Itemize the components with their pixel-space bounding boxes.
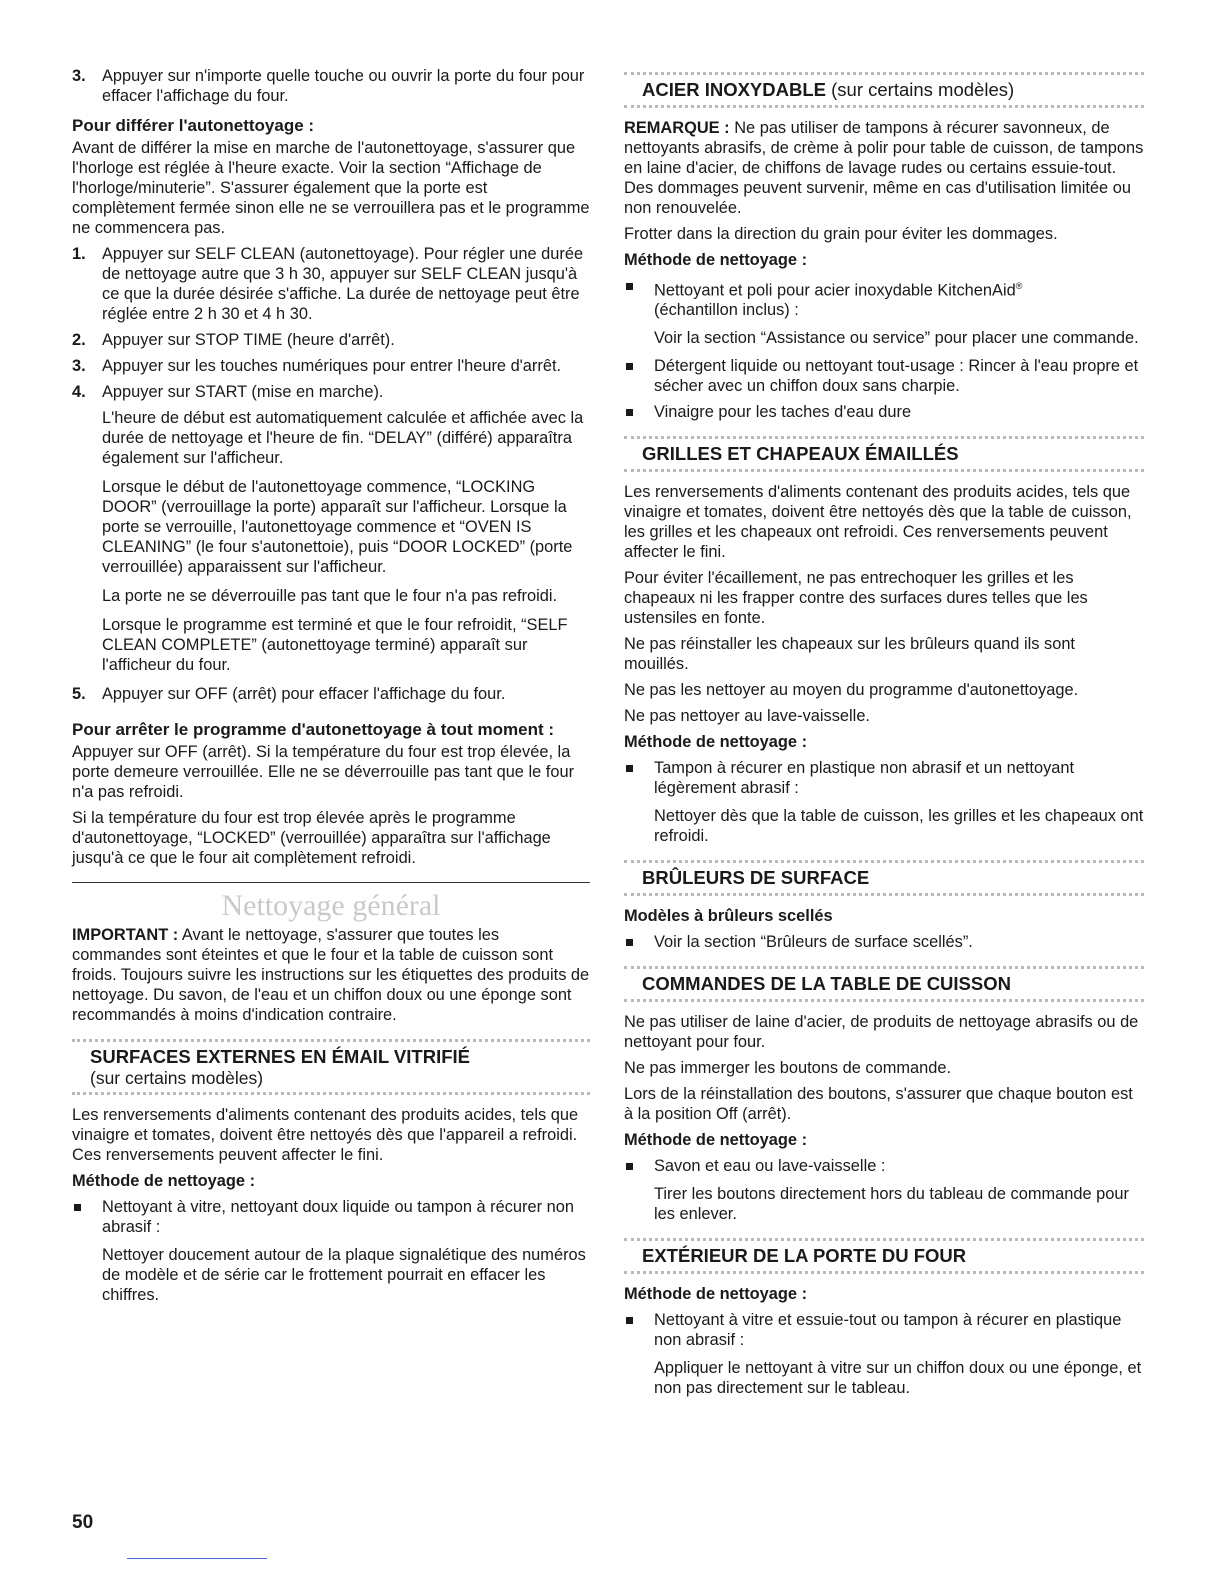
remarque-text: Ne pas utiliser de tampons à récurer savonneux, de nettoyants abrasifs, de crème à polir pour table de cuisson, de tampons en laine d'acier, de chiffons de lavage rudes ou certains essuie-tout. Des dommages peuvent survenir, même en cas d'utilisation limitée ou non renouvelée. <box>624 119 1144 217</box>
step-number: 4. <box>72 383 86 401</box>
steel-bullet-3 <box>624 402 1144 422</box>
bullet-square-icon <box>626 1163 633 1170</box>
delay-step-4 <box>72 382 590 402</box>
delay-heading: Pour différer l'autonettoyage : <box>72 116 315 135</box>
step-number: 3. <box>72 67 86 85</box>
enamel-title: SURFACES EXTERNES EN ÉMAIL VITRIFIÉ <box>90 1046 470 1067</box>
controls-section-header <box>624 966 1144 1002</box>
grates-para-1: Les renversements d'aliments contenant des produits acides, tels que vinaigre et tomates, doivent être nettoyés dès que la table de cuisson, les grilles et les chapeaux ont refroidi. Ces renversements peuvent affecter le fini. <box>624 483 1132 562</box>
steel-para-2: Frotter dans la direction du grain pour éviter les dommages. <box>624 225 1058 243</box>
controls-bullet <box>624 1156 1144 1176</box>
grates-method-heading: Méthode de nettoyage : <box>624 733 808 752</box>
step-number: 1. <box>72 245 86 263</box>
controls-bullet-sub: Tirer les boutons directement hors du tableau de commande pour les enlever. <box>654 1185 1129 1224</box>
stop-heading: Pour arrêter le programme d'autonettoyage à tout moment : <box>72 720 555 739</box>
delay-step-5 <box>72 684 590 704</box>
bullet-text: Tampon à récurer en plastique non abrasif et un nettoyant légèrement abrasif : <box>654 759 1075 798</box>
step4-para-3: La porte ne se déverrouille pas tant que le four n'a pas refroidi. <box>102 587 558 605</box>
enamel-method-heading: Méthode de nettoyage : <box>72 1172 256 1190</box>
step-number: 3. <box>72 357 86 375</box>
door-method-heading: Méthode de nettoyage : <box>624 1285 808 1304</box>
burners-bullet <box>624 932 1144 952</box>
controls-method-heading: Méthode de nettoyage : <box>624 1131 808 1150</box>
footer-rule <box>127 1558 267 1559</box>
door-bullet <box>624 1310 1144 1350</box>
step-number: 2. <box>72 331 86 349</box>
right-column <box>624 66 1144 1406</box>
grates-bullet <box>624 758 1144 798</box>
steel-bullet-2 <box>624 356 1144 396</box>
intro-step <box>72 66 590 106</box>
step-text: Appuyer sur les touches numériques pour entrer l'heure d'arrêt. <box>102 357 562 375</box>
enamel-subtitle: (sur certains modèles) <box>90 1068 264 1088</box>
grates-para-3: Ne pas réinstaller les chapeaux sur les brûleurs quand ils sont mouillés. <box>624 635 1075 674</box>
bullet-square-icon <box>626 409 633 416</box>
burners-subhead: Modèles à brûleurs scellés <box>624 907 833 926</box>
steel-remarque <box>624 118 1144 218</box>
grates-para-5: Ne pas nettoyer au lave-vaisselle. <box>624 707 870 726</box>
steel-bullet-1 <box>624 276 1144 320</box>
controls-para-3: Lors de la réinstallation des boutons, s'assurer que chaque bouton est à la position Off (arrêt). <box>624 1085 1133 1124</box>
bullet-text-cont: (échantillon inclus) : <box>654 301 799 320</box>
step-number: 5. <box>72 685 86 703</box>
door-title: EXTÉRIEUR DE LA PORTE DU FOUR <box>642 1245 967 1267</box>
page-number: 50 <box>72 1512 94 1533</box>
delay-step-1 <box>72 244 590 324</box>
grates-para-4: Ne pas les nettoyer au moyen du programme d'autonettoyage. <box>624 681 1079 700</box>
left-column <box>72 66 590 1313</box>
registered-mark: ® <box>1015 281 1023 291</box>
grates-para-2: Pour éviter l'écaillement, ne pas entrechoquer les grilles et les chapeaux ni les frapper contre des surfaces dures telles que les ustensiles en fonte. <box>624 569 1088 628</box>
enamel-bullet-sub: Nettoyer doucement autour de la plaque signalétique des numéros de modèle et de série car le frottement pourrait en effacer les chiffres. <box>102 1246 586 1304</box>
controls-para-1: Ne pas utiliser de laine d'acier, de produits de nettoyage abrasifs ou de nettoyant pour four. <box>624 1013 1139 1052</box>
bullet-text: Détergent liquide ou nettoyant tout-usage : Rincer à l'eau propre et sécher avec un chiffon doux sans charpie. <box>654 357 1139 396</box>
bullet-text: Vinaigre pour les taches d'eau dure <box>654 403 912 422</box>
step4-para-4: Lorsque le programme est terminé et que le four refroidit, “SELF CLEAN COMPLETE” (autonettoyage terminé) apparaît sur l'afficheur du four. <box>102 616 568 674</box>
section-divider <box>72 882 590 883</box>
door-bullet-sub: Appliquer le nettoyant à vitre sur un chiffon doux ou une éponge, et non pas directement sur le tableau. <box>654 1359 1142 1398</box>
grates-section-header <box>624 436 1144 472</box>
steel-title-note: (sur certains modèles) <box>826 79 1015 100</box>
door-section-header <box>624 1238 1144 1274</box>
grates-title: GRILLES ET CHAPEAUX ÉMAILLÉS <box>642 443 959 465</box>
important-label: IMPORTANT : <box>72 926 179 944</box>
bullet-text: Nettoyant à vitre et essuie-tout ou tampon à récurer en plastique non abrasif : <box>654 1311 1122 1350</box>
step4-para-1: L'heure de début est automatiquement calculée et affichée avec la durée de nettoyage et l'heure de fin. “DELAY” (différé) apparaîtra également sur l'afficheur. <box>102 409 584 467</box>
enamel-para: Les renversements d'aliments contenant des produits acides, tels que vinaigre et tomates, doivent être nettoyés dès que l'appareil a refroidi. Ces renversements peuvent affecter le fini. <box>72 1106 579 1164</box>
delay-step-3 <box>72 356 590 376</box>
burners-section-header <box>624 860 1144 896</box>
steel-section-header <box>624 72 1144 108</box>
general-cleaning-title: Nettoyage général <box>221 889 441 922</box>
bullet-square-icon <box>626 765 633 772</box>
step-text: Appuyer sur START (mise en marche). <box>102 383 384 401</box>
grates-bullet-sub: Nettoyer dès que la table de cuisson, les grilles et les chapeaux ont refroidi. <box>654 807 1144 846</box>
delay-intro: Avant de différer la mise en marche de l'autonettoyage, s'assurer que l'horloge est réglée à l'heure exacte. Voir la section “Affichage de l'horloge/minuterie”. S'assurer également que la porte est complètement fermée sinon elle ne se verrouillera pas et le programme ne commencera pas. <box>72 139 590 237</box>
important-note <box>72 925 590 1025</box>
step-text: Appuyer sur OFF (arrêt) pour effacer l'affichage du four. <box>102 685 506 703</box>
steel-title: ACIER INOXYDABLE <box>642 79 826 100</box>
bullet-square-icon <box>626 363 633 370</box>
step-text: Appuyer sur STOP TIME (heure d'arrêt). <box>102 331 395 349</box>
step4-para-2: Lorsque le début de l'autonettoyage commence, “LOCKING DOOR” (verrouillage la porte) apparaît sur l'afficheur. Lorsque la porte se verrouille, l'autonettoyage commence et “OVEN IS CLEANING” (le four s'autonettoie), puis “DOOR LOCKED” (porte verrouillée) apparaissent sur l'afficheur. <box>102 478 573 576</box>
bullet-square-icon <box>74 1204 81 1211</box>
steel-bullet-1-sub: Voir la section “Assistance ou service” pour placer une commande. <box>654 329 1139 348</box>
steel-title-line <box>642 79 1144 101</box>
step-text: Appuyer sur SELF CLEAN (autonettoyage). Pour régler une durée de nettoyage autre que 3 h 30, appuyer sur SELF CLEAN jusqu'à ce que la durée désirée s'affiche. La durée de nettoyage peut être réglée entre 2 h 30 et 4 h 30. <box>102 245 584 323</box>
step-text: Appuyer sur n'importe quelle touche ou ouvrir la porte du four pour effacer l'affichage du four. <box>102 67 585 105</box>
stop-para-2: Si la température du four est trop élevée après le programme d'autonettoyage, “LOCKED” (verrouillée) apparaîtra sur l'affichage jusqu'à ce que le four ait complètement refroidi. <box>72 809 551 867</box>
controls-para-2: Ne pas immerger les boutons de commande. <box>624 1059 952 1078</box>
steel-method-heading: Méthode de nettoyage : <box>624 251 808 269</box>
bullet-square-icon <box>626 1317 633 1324</box>
bullet-text: Savon et eau ou lave-vaisselle : <box>654 1157 886 1176</box>
bullet-text: Nettoyant et poli pour acier inoxydable KitchenAid <box>654 281 1016 300</box>
enamel-section-header <box>72 1039 590 1095</box>
bullet-text: Nettoyant à vitre, nettoyant doux liquide ou tampon à récurer non abrasif : <box>102 1198 574 1236</box>
important-text: Avant le nettoyage, s'assurer que toutes les commandes sont éteintes et que le four et la table de cuisson sont froids. Toujours suivre les instructions sur les étiquettes des produits de nettoyage. Du savon, de l'eau et un chiffon doux ou une éponge sont recommandés à moins d'indication contraire. <box>72 926 590 1024</box>
bullet-square-icon <box>626 283 633 290</box>
bullet-square-icon <box>626 939 633 946</box>
burners-title: BRÛLEURS DE SURFACE <box>642 867 870 889</box>
controls-title: COMMANDES DE LA TABLE DE CUISSON <box>642 973 1011 995</box>
remarque-label: REMARQUE : <box>624 119 730 137</box>
enamel-bullet <box>72 1197 590 1237</box>
bullet-text: Voir la section “Brûleurs de surface scellés”. <box>654 933 973 952</box>
delay-step-2 <box>72 330 590 350</box>
stop-para-1: Appuyer sur OFF (arrêt). Si la température du four est trop élevée, la porte demeure verrouillée. Elle ne se déverrouille pas tant que le four n'a pas refroidi. <box>72 743 575 801</box>
